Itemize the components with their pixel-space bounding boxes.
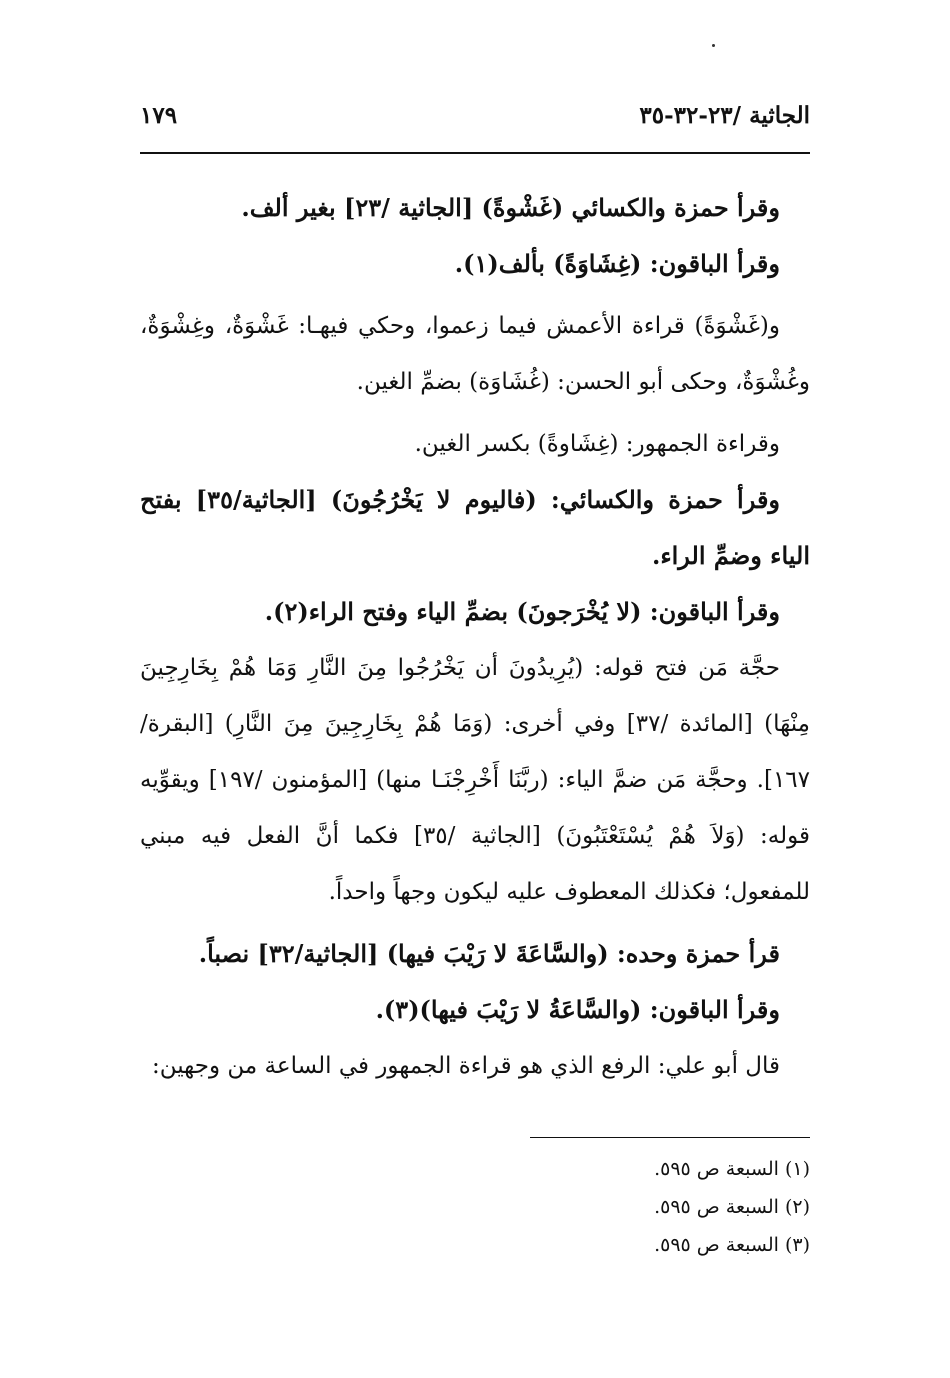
paragraph-jumhur-reading: وقراءة الجمهور: (غِشَاوةً) بكسر الغين. xyxy=(414,431,780,457)
footnote-rule xyxy=(530,1137,810,1138)
page-header xyxy=(140,102,810,138)
footnotes xyxy=(140,1150,810,1264)
paragraph-reading-others-ghishawa: وقرأ الباقون: (غِشَاوَةً) بألف(١). xyxy=(454,249,780,278)
running-title: الجاثية /٢٣-٣٢-٣٥ xyxy=(639,102,810,129)
footnote-2: (٢) السبعة ص ٥٩٥. xyxy=(654,1196,810,1218)
paragraph-reading-others-sa-atu: وقرأ الباقون: (والسَّاعَةُ لا رَيْبَ فيها)(٣). xyxy=(375,995,780,1024)
stray-dot xyxy=(712,44,715,47)
paragraph-reading-others-yukhrajun: وقرأ الباقون: (لا يُخْرَجونَ) بضمِّ الياء وفتح الراء(٢). xyxy=(264,597,780,626)
footnote-1: (١) السبعة ص ٥٩٥. xyxy=(654,1158,810,1180)
paragraph-hujja: حجَّة مَن فتح قوله: (يُرِيدُونَ أن يَخْرُجُوا مِنَ النَّارِ وَمَا هُمْ بِخَارِجِينَ مِنْهَا) [المائدة /٣٧] وفي أخرى: (وَمَا هُمْ بِخَارِجِينَ مِنَ النَّارِ) [البقرة/١٦٧]. وحجَّة مَن ضمَّ الياء: (ربَّنَا أَخْرِجْنَـا منها) [المؤمنون /١٩٧] ويقوِّيه قوله: (وَلاَ هُمْ يُسْتَعْتَبُونَ) [الجاثية /٣٥] فكما أنَّ الفعل فيه مبني للمفعول؛ فكذلك المعطوف عليه ليكون وجهاً واحداً. xyxy=(140,655,811,905)
header-rule xyxy=(140,152,810,154)
footnote-3: (٣) السبعة ص ٥٩٥. xyxy=(654,1234,810,1256)
paragraph-amash-reading: و(غَشْوَةً) قراءة الأعمش فيما زعموا، وحكي فيهـا: غَشْوَةٌ، وغِشْوَةٌ، وغُشْوَةٌ، وحكى أبو الحسن: (غُشَاوَة) بضمِّ الغين. xyxy=(140,313,810,395)
main-text xyxy=(140,180,810,1094)
paragraph-reading-hamza-ghashwa: وقرأ حمزة والكسائي (غَشْوةً) [الجاثية /٢٣] بغير ألف. xyxy=(241,193,780,222)
paragraph-abu-ali: قال أبو علي: الرفع الذي هو قراءة الجمهور في الساعة من وجهين: xyxy=(151,1053,780,1079)
paragraph-reading-hamza-sa-ata: قرأ حمزة وحده: (والسَّاعَةَ لا رَيْبَ فيها) [الجاثية/٣٢] نصباً. xyxy=(198,939,780,968)
paragraph-reading-hamza-yakhrujun: وقرأ حمزة والكسائي: (فاليوم لا يَخْرُجُونَ) [الجاثية/٣٥] بفتح الياء وضمِّ الراء. xyxy=(140,485,810,570)
page-number: ١٧٩ xyxy=(140,102,178,129)
